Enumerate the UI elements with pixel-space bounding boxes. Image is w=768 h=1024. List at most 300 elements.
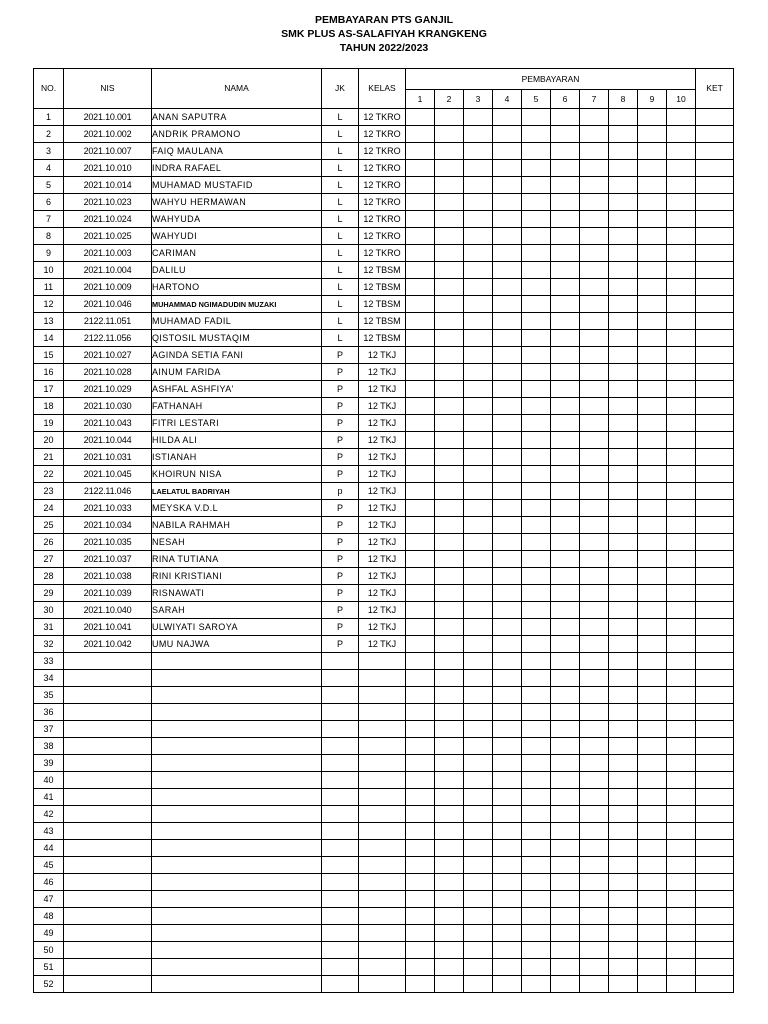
row-nama [152,789,322,806]
payment-cell [464,211,493,228]
payment-cell [667,466,696,483]
row-jk: P [322,466,359,483]
table-row [34,772,734,789]
payment-cell [551,194,580,211]
payment-cell [638,789,667,806]
row-kelas [359,670,406,687]
payment-cell [551,517,580,534]
row-nis: 2021.10.014 [64,177,152,194]
payment-cell [464,347,493,364]
payment-cell [406,874,435,891]
payment-cell [522,857,551,874]
payment-cell [464,976,493,993]
payment-cell [638,976,667,993]
row-nama: MUHAMMAD NGIMADUDIN MUZAKI [152,296,322,313]
payment-cell [406,432,435,449]
payment-cell [580,415,609,432]
ket-cell [696,891,734,908]
header-payment-5: 5 [522,90,551,109]
payment-cell [522,415,551,432]
payment-cell [493,398,522,415]
payment-cell [580,449,609,466]
row-nis: 2021.10.009 [64,279,152,296]
row-no: 32 [34,636,64,653]
payment-cell [638,806,667,823]
row-nis: 2021.10.031 [64,449,152,466]
payment-cell [435,636,464,653]
payment-cell [493,347,522,364]
row-jk [322,670,359,687]
payment-cell [638,381,667,398]
payment-cell [609,449,638,466]
payment-cell [464,432,493,449]
payment-cell [406,245,435,262]
payment-cell [551,585,580,602]
payment-cell [406,211,435,228]
row-no: 35 [34,687,64,704]
payment-cell [464,415,493,432]
payment-cell [551,228,580,245]
payment-cell [406,976,435,993]
payment-cell [493,160,522,177]
payment-cell [667,143,696,160]
payment-cell [522,534,551,551]
payment-cell [667,891,696,908]
payment-cell [667,925,696,942]
row-jk: P [322,619,359,636]
payment-cell [667,211,696,228]
payment-cell [638,517,667,534]
payment-cell [551,500,580,517]
ket-cell [696,211,734,228]
payment-cell [435,721,464,738]
payment-cell [667,670,696,687]
row-no: 34 [34,670,64,687]
payment-cell [638,330,667,347]
payment-cell [522,959,551,976]
payment-cell [406,347,435,364]
payment-cell [580,721,609,738]
ket-cell [696,755,734,772]
row-kelas: 12 TKJ [359,585,406,602]
payment-cell [551,789,580,806]
payment-cell [522,228,551,245]
payment-cell [638,874,667,891]
row-nama: DALILU [152,262,322,279]
payment-cell [667,755,696,772]
row-kelas [359,959,406,976]
payment-cell [435,551,464,568]
payment-cell [435,126,464,143]
payment-cell [464,670,493,687]
payment-cell [580,228,609,245]
payment-cell [551,381,580,398]
payment-cell [551,466,580,483]
payment-cell [522,211,551,228]
payment-cell [551,636,580,653]
payment-cell [464,942,493,959]
payment-cell [551,738,580,755]
ket-cell [696,619,734,636]
row-nis: 2122.11.051 [64,313,152,330]
payment-cell [406,381,435,398]
payment-cell [406,500,435,517]
payment-cell [493,534,522,551]
row-jk: L [322,160,359,177]
row-kelas: 12 TBSM [359,296,406,313]
row-jk [322,789,359,806]
row-no: 45 [34,857,64,874]
payment-cell [493,109,522,126]
payment-cell [406,840,435,857]
row-kelas: 12 TKRO [359,160,406,177]
row-no: 16 [34,364,64,381]
row-kelas: 12 TBSM [359,330,406,347]
payment-cell [609,245,638,262]
row-nama: QISTOSIL MUSTAQIM [152,330,322,347]
row-jk: L [322,296,359,313]
payment-cell [667,534,696,551]
row-jk: P [322,500,359,517]
row-kelas: 12 TKJ [359,432,406,449]
row-nama: AGINDA SETIA FANI [152,347,322,364]
payment-cell [493,636,522,653]
payment-cell [551,602,580,619]
row-nama: ULWIYATI SAROYA [152,619,322,636]
payment-cell [522,687,551,704]
row-kelas: 12 TKJ [359,398,406,415]
payment-cell [435,925,464,942]
payment-cell [522,381,551,398]
payment-cell [493,551,522,568]
payment-cell [522,109,551,126]
payment-cell [522,976,551,993]
row-jk [322,721,359,738]
row-jk [322,891,359,908]
row-nis: 2021.10.028 [64,364,152,381]
payment-cell [609,126,638,143]
row-kelas: 12 TKRO [359,177,406,194]
row-kelas: 12 TKRO [359,228,406,245]
payment-cell [464,381,493,398]
table-row [34,738,734,755]
payment-cell [580,925,609,942]
payment-cell [464,228,493,245]
row-jk [322,959,359,976]
header-payment-1: 1 [406,90,435,109]
ket-cell [696,687,734,704]
payment-cell [638,568,667,585]
row-no: 17 [34,381,64,398]
row-no: 39 [34,755,64,772]
payment-cell [609,670,638,687]
row-nis [64,738,152,755]
payment-cell [667,619,696,636]
row-jk: P [322,602,359,619]
row-nis [64,704,152,721]
payment-cell [580,177,609,194]
row-no: 7 [34,211,64,228]
payment-cell [464,772,493,789]
payment-cell [464,755,493,772]
payment-cell [435,653,464,670]
payment-cell [493,959,522,976]
row-nis: 2122.11.046 [64,483,152,500]
row-nis: 2021.10.003 [64,245,152,262]
payment-cell [580,483,609,500]
payment-cell [406,619,435,636]
payment-cell [580,738,609,755]
row-no: 26 [34,534,64,551]
payment-cell [551,721,580,738]
school-name: SMK PLUS AS-SALAFIYAH KRANGKENG [281,28,487,40]
payment-cell [406,585,435,602]
row-kelas: 12 TKJ [359,602,406,619]
payment-cell [638,126,667,143]
row-nama [152,959,322,976]
payment-cell [435,432,464,449]
table-row [34,602,734,619]
payment-cell [638,772,667,789]
table-row [34,908,734,925]
payment-cell [493,466,522,483]
payment-cell [609,500,638,517]
payment-cell [464,262,493,279]
payment-cell [435,823,464,840]
row-nama [152,857,322,874]
table-row [34,483,734,500]
row-kelas [359,704,406,721]
payment-cell [580,347,609,364]
row-no: 38 [34,738,64,755]
row-kelas [359,789,406,806]
ket-cell [696,466,734,483]
ket-cell [696,313,734,330]
payment-cell [522,194,551,211]
payment-cell [435,364,464,381]
row-jk: P [322,534,359,551]
row-nama: MUHAMAD FADIL [152,313,322,330]
payment-cell [406,109,435,126]
row-jk [322,806,359,823]
row-nis [64,891,152,908]
ket-cell [696,279,734,296]
row-jk: P [322,517,359,534]
payment-cell [667,738,696,755]
row-jk: L [322,330,359,347]
row-no: 49 [34,925,64,942]
row-no: 52 [34,976,64,993]
payment-cell [667,908,696,925]
payment-cell [406,398,435,415]
row-jk: L [322,177,359,194]
payment-cell [435,500,464,517]
payment-cell [609,398,638,415]
row-nama: HILDA ALI [152,432,322,449]
ket-cell [696,704,734,721]
payment-cell [551,874,580,891]
payment-cell [638,500,667,517]
ket-cell [696,806,734,823]
payment-cell [638,364,667,381]
payment-cell [609,619,638,636]
payment-cell [435,857,464,874]
payment-cell [667,313,696,330]
header-payment-10: 10 [667,90,696,109]
row-nama: WAHYUDA [152,211,322,228]
payment-cell [609,211,638,228]
row-nis [64,806,152,823]
payment-cell [435,466,464,483]
payment-cell [522,143,551,160]
payment-cell [435,194,464,211]
row-kelas [359,738,406,755]
payment-cell [435,296,464,313]
payment-cell [609,755,638,772]
payment-cell [580,109,609,126]
payment-cell [551,823,580,840]
payment-cell [638,228,667,245]
payment-cell [522,330,551,347]
payment-cell [638,449,667,466]
row-jk: L [322,228,359,245]
ket-cell [696,653,734,670]
payment-cell [493,585,522,602]
payment-cell [580,364,609,381]
ket-cell [696,245,734,262]
payment-cell [638,653,667,670]
table-row [34,211,734,228]
payment-cell [406,568,435,585]
payment-cell [522,585,551,602]
payment-cell [406,126,435,143]
payment-cell [580,857,609,874]
row-no: 28 [34,568,64,585]
row-no: 36 [34,704,64,721]
payment-cell [493,602,522,619]
payment-cell [667,381,696,398]
table-row [34,245,734,262]
payment-cell [522,908,551,925]
payment-cell [435,330,464,347]
payment-cell [638,483,667,500]
row-jk: L [322,143,359,160]
payment-cell [464,313,493,330]
row-kelas: 12 TKJ [359,381,406,398]
payment-cell [406,891,435,908]
payment-cell [580,704,609,721]
row-kelas: 12 TKJ [359,568,406,585]
payment-cell [638,721,667,738]
row-kelas: 12 TKJ [359,500,406,517]
payment-cell [580,432,609,449]
row-no: 18 [34,398,64,415]
payment-cell [464,245,493,262]
payment-cell [406,313,435,330]
row-jk: P [322,398,359,415]
payment-cell [406,721,435,738]
ket-cell [696,772,734,789]
payment-cell [638,891,667,908]
payment-cell [493,891,522,908]
payment-cell [638,823,667,840]
table-row [34,925,734,942]
row-nama [152,976,322,993]
payment-cell [464,330,493,347]
payment-cell [609,738,638,755]
table-row [34,381,734,398]
payment-cell [667,296,696,313]
payment-cell [580,500,609,517]
payment-cell [609,194,638,211]
payment-cell [406,925,435,942]
payment-cell [464,177,493,194]
payment-cell [667,483,696,500]
row-kelas: 12 TKJ [359,551,406,568]
payment-cell [667,857,696,874]
payment-cell [493,772,522,789]
payment-cell [638,160,667,177]
payment-cell [493,857,522,874]
row-no: 30 [34,602,64,619]
row-nama: RINI KRISTIANI [152,568,322,585]
row-no: 12 [34,296,64,313]
header-kelas: KELAS [359,69,406,109]
payment-cell [551,534,580,551]
payment-table [33,68,734,993]
ket-cell [696,840,734,857]
ket-cell [696,160,734,177]
payment-cell [464,823,493,840]
payment-cell [493,874,522,891]
payment-cell [435,585,464,602]
payment-cell [638,704,667,721]
row-jk: L [322,245,359,262]
payment-cell [609,976,638,993]
row-no: 21 [34,449,64,466]
table-row [34,721,734,738]
row-no: 5 [34,177,64,194]
row-nama: WAHYU HERMAWAN [152,194,322,211]
payment-cell [638,619,667,636]
table-row [34,687,734,704]
payment-cell [522,772,551,789]
payment-cell [638,857,667,874]
header-ket: KET [696,69,734,109]
payment-cell [638,925,667,942]
payment-cell [435,908,464,925]
payment-cell [580,534,609,551]
payment-cell [667,262,696,279]
row-nis: 2021.10.044 [64,432,152,449]
row-jk: P [322,636,359,653]
payment-cell [667,194,696,211]
table-row [34,857,734,874]
row-nis: 2021.10.027 [64,347,152,364]
payment-cell [580,517,609,534]
row-nis [64,789,152,806]
row-kelas: 12 TKJ [359,466,406,483]
payment-cell [522,568,551,585]
payment-cell [667,636,696,653]
table-row [34,126,734,143]
row-no: 37 [34,721,64,738]
row-jk [322,772,359,789]
payment-cell [609,279,638,296]
table-row [34,585,734,602]
payment-cell [667,245,696,262]
row-kelas [359,687,406,704]
